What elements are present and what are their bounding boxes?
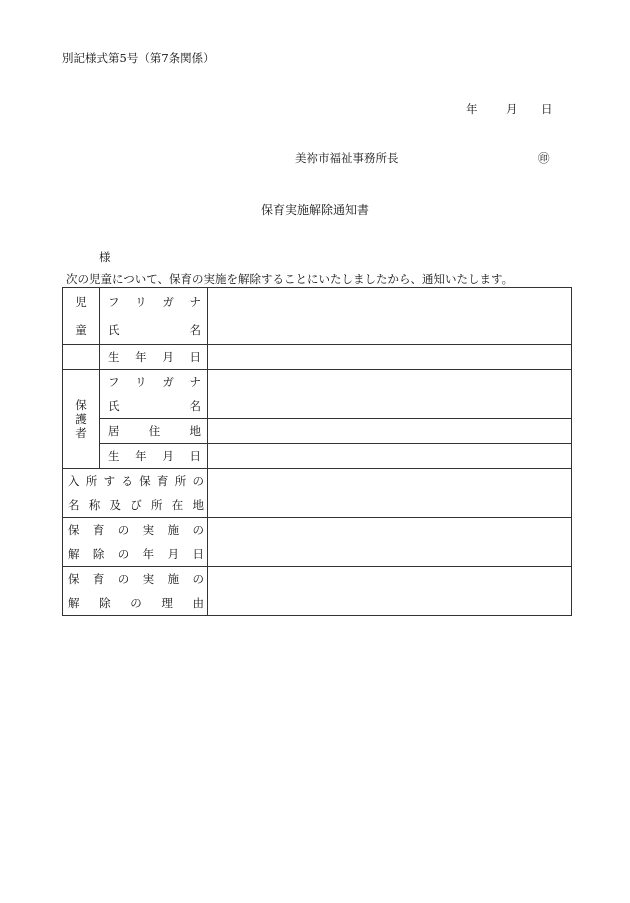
label-char: 実 (142, 572, 155, 586)
label-char: の (192, 474, 204, 488)
label-char: 施 (167, 523, 180, 537)
label-char: び (130, 498, 142, 512)
label-char: リ (135, 295, 147, 309)
label-char: の (117, 547, 130, 561)
facility-label-line1 (63, 469, 208, 494)
label-char: 生 (108, 449, 120, 463)
guardian-furigana-label (100, 370, 208, 395)
label-char: フ (108, 295, 120, 309)
guardian-furigana-field[interactable] (208, 370, 572, 395)
label-char: 所 (151, 498, 163, 512)
child-birthdate-row (63, 345, 572, 370)
label-char: 居 (108, 424, 120, 438)
intro-text: 次の児童について、保育の実施を解除することにいたしましたから、通知いたします。 (66, 272, 514, 286)
group-label-char: 保 (75, 398, 87, 412)
label-char: の (192, 523, 204, 537)
label-char: の (117, 523, 130, 537)
guardian-birthdate-field[interactable] (208, 444, 572, 469)
label-char: 解 (68, 547, 80, 561)
label-char: フ (108, 375, 120, 389)
label-char: 理 (161, 596, 173, 610)
label-char: 施 (167, 572, 180, 586)
date-month-label: 月 (506, 102, 518, 116)
guardian-name-label (100, 394, 208, 419)
label-char: ガ (162, 295, 174, 309)
label-char: ナ (189, 375, 201, 389)
guardian-birthdate-row (63, 444, 572, 469)
release-reason-label-line1 (63, 567, 208, 592)
release-reason-label-line2 (63, 591, 208, 616)
label-char: の (117, 572, 130, 586)
label-char: 育 (92, 572, 105, 586)
label-char: 地 (192, 498, 204, 512)
child-birthdate-field[interactable] (208, 345, 572, 370)
label-char: す (103, 474, 116, 488)
form-number-label: 別記様式第5号（第7条関係） (62, 51, 215, 65)
child-name-row (63, 316, 572, 345)
facility-field[interactable] (208, 469, 572, 518)
release-reason-row-1 (63, 567, 572, 592)
guardian-address-row (63, 419, 572, 444)
label-char: 年 (142, 547, 155, 561)
label-char: 住 (148, 424, 161, 438)
child-name-label (100, 316, 208, 345)
guardian-address-field[interactable] (208, 419, 572, 444)
group-label-char: 児 (75, 295, 87, 309)
label-char: ナ (189, 295, 201, 309)
child-name-field[interactable] (208, 316, 572, 345)
guardian-name-field[interactable] (208, 394, 572, 419)
label-char: 所 (85, 474, 98, 488)
label-char: リ (135, 375, 147, 389)
release-date-row-1 (63, 518, 572, 543)
label-char: 年 (135, 449, 147, 463)
label-char: 月 (162, 449, 174, 463)
label-char: 名 (189, 323, 201, 337)
notice-form-table (62, 287, 572, 616)
issuer-title: 美祢市福祉事務所長 (295, 151, 399, 165)
release-date-label-line1 (63, 518, 208, 543)
guardian-furigana-row (63, 370, 572, 395)
label-char: 在 (171, 498, 184, 512)
facility-row-1 (63, 469, 572, 494)
addressee-suffix: 様 (99, 250, 111, 264)
label-char: る (121, 474, 133, 488)
label-char: 氏 (108, 399, 120, 413)
label-char: 解 (68, 596, 80, 610)
label-char: の (130, 596, 142, 610)
label-char: 生 (108, 350, 120, 364)
label-char: 育 (92, 523, 105, 537)
guardian-birthdate-label (100, 444, 208, 469)
guardian-group-label (63, 370, 100, 469)
label-char: 入 (68, 474, 80, 488)
label-char: 除 (99, 596, 111, 610)
label-char: の (192, 572, 204, 586)
child-furigana-label (100, 288, 208, 317)
group-label-char: 者 (75, 426, 87, 440)
release-reason-field[interactable] (208, 567, 572, 616)
label-char: 日 (189, 449, 201, 463)
release-date-field[interactable] (208, 518, 572, 567)
group-label-char: 童 (75, 323, 87, 337)
guardian-name-row (63, 394, 572, 419)
release-date-label-line2 (63, 542, 208, 567)
label-char: 除 (92, 547, 105, 561)
label-char: 実 (142, 523, 155, 537)
label-char: 日 (192, 547, 204, 561)
label-char: 保 (68, 523, 80, 537)
child-birthdate-label (100, 345, 208, 370)
label-char: 月 (162, 350, 174, 364)
guardian-address-label (100, 419, 208, 444)
facility-label-line2 (63, 493, 208, 518)
label-char: 所 (174, 474, 187, 488)
date-day-label: 日 (541, 102, 553, 116)
label-char: 名 (68, 498, 80, 512)
document-title: 保育実施解除通知書 (260, 203, 369, 217)
label-char: 由 (192, 596, 204, 610)
label-char: 及 (109, 498, 121, 512)
child-birthdate-spacer (63, 345, 100, 370)
label-char: 氏 (108, 323, 120, 337)
group-label-char: 護 (75, 412, 87, 426)
label-char: 保 (139, 474, 151, 488)
label-char: ガ (162, 375, 174, 389)
label-char: 年 (135, 350, 147, 364)
child-furigana-field[interactable] (208, 288, 572, 317)
child-group-label (63, 288, 100, 345)
child-furigana-row (63, 288, 572, 317)
seal-mark: ㊞ (538, 151, 550, 165)
label-char: 地 (189, 424, 201, 438)
date-year-label: 年 (466, 102, 478, 116)
label-char: 保 (68, 572, 80, 586)
label-char: 称 (88, 498, 101, 512)
label-char: 名 (189, 399, 201, 413)
label-char: 育 (156, 474, 169, 488)
label-char: 日 (189, 350, 201, 364)
label-char: 月 (167, 547, 180, 561)
